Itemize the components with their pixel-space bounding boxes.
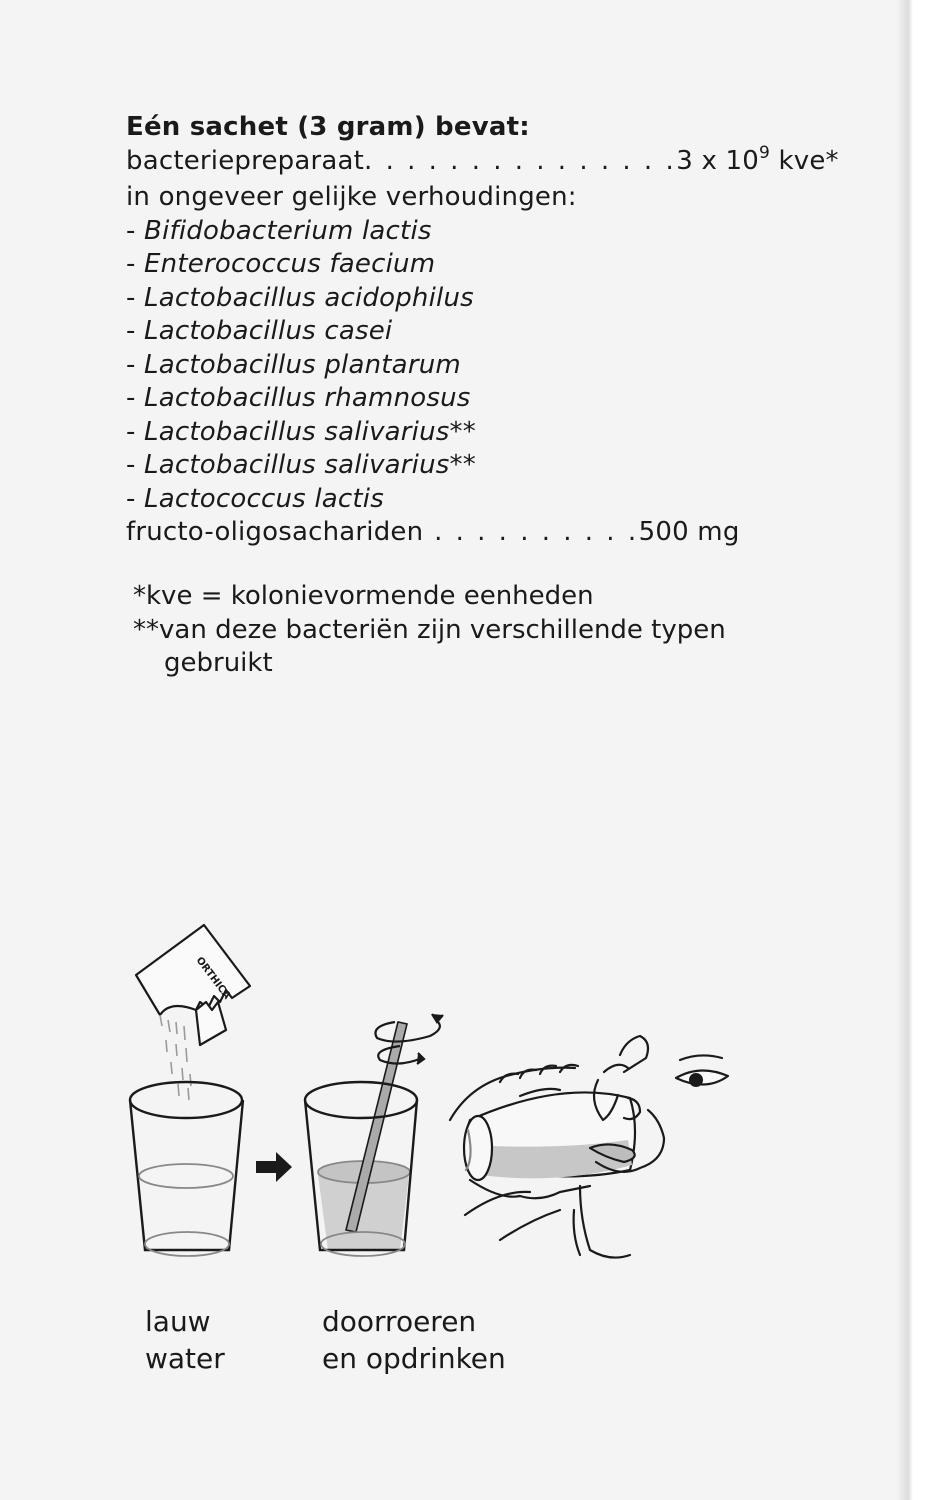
usage-instructions-illustration — [100, 900, 860, 1300]
strain-item: - Lactobacillus salivarius** — [126, 416, 476, 447]
step1-caption — [145, 1303, 225, 1377]
preparation-amount — [676, 142, 839, 176]
step1-caption-line2: water — [145, 1342, 225, 1375]
sachet-brand-label: ORTHICA — [193, 955, 233, 1002]
strain-item: - Lactobacillus salivarius** — [126, 450, 476, 480]
preparation-row — [126, 142, 839, 182]
strain-name: Bifidobacterium lactis — [144, 215, 432, 246]
rotate-icon — [375, 1014, 443, 1064]
footnotes — [133, 580, 833, 681]
preparation-label: bacteriepreparaat — [126, 145, 365, 176]
strain-item: - Lactobacillus casei — [126, 316, 393, 346]
composition-block — [126, 111, 839, 550]
ratio-text: in ongeveer gelijke verhoudingen: — [126, 182, 577, 212]
strain-item: - Lactococcus lactis — [126, 483, 384, 514]
step2-caption — [322, 1303, 506, 1377]
footnote-types: **van deze bacteriën zijn verschillende typen — [133, 614, 726, 645]
preparation-amount-unit: kve* — [770, 145, 839, 176]
preparation-dots: . . . . . . . . . . . . . . . — [364, 145, 677, 176]
strain-item: - Bifidobacterium lactis — [126, 215, 432, 246]
strain-name: Lactobacillus salivarius** — [144, 416, 476, 447]
strain-item: - Lactobacillus plantarum — [126, 349, 461, 380]
step2-caption-line2: en opdrinken — [322, 1342, 506, 1375]
strain-name: Enterococcus faecium — [144, 249, 436, 279]
footnote-kve: *kve = kolonievormende eenheden — [133, 581, 594, 611]
strain-item: - Lactobacillus rhamnosus — [126, 383, 471, 413]
footnote-types-continued: gebruikt — [164, 648, 273, 678]
glass-water-icon — [130, 1082, 243, 1256]
drinking-person-icon — [450, 1036, 728, 1258]
preparation-amount-exponent: 9 — [758, 142, 771, 163]
composition-heading: Eén sachet (3 gram) bevat: — [126, 112, 530, 142]
powder-icon — [160, 1015, 191, 1100]
sachet-icon — [136, 925, 250, 1045]
strain-name: Lactococcus lactis — [144, 483, 384, 514]
strain-name: Lactobacillus rhamnosus — [144, 383, 471, 413]
step2-caption-line1: doorroeren — [322, 1305, 477, 1338]
step1-caption-line1: lauw — [145, 1305, 211, 1338]
strain-list — [126, 215, 826, 517]
preparation-amount-base: 3 x 10 — [676, 145, 759, 176]
fos-row — [126, 516, 826, 550]
fos-dots: . . . . . . . . . . — [423, 517, 639, 547]
strain-item: - Enterococcus faecium — [126, 249, 436, 279]
strain-name: Lactobacillus plantarum — [144, 349, 461, 380]
strain-item: - Lactobacillus acidophilus — [126, 282, 474, 313]
package-edge — [897, 0, 913, 1500]
glass-stir-icon — [305, 1022, 417, 1256]
fos-amount: 500 mg — [638, 517, 740, 547]
fos-label: fructo-oligosachariden — [126, 517, 424, 547]
strain-name: Lactobacillus casei — [144, 316, 393, 346]
arrow-right-icon — [256, 1152, 292, 1182]
strain-name: Lactobacillus salivarius** — [144, 450, 476, 480]
strain-name: Lactobacillus acidophilus — [144, 282, 474, 313]
